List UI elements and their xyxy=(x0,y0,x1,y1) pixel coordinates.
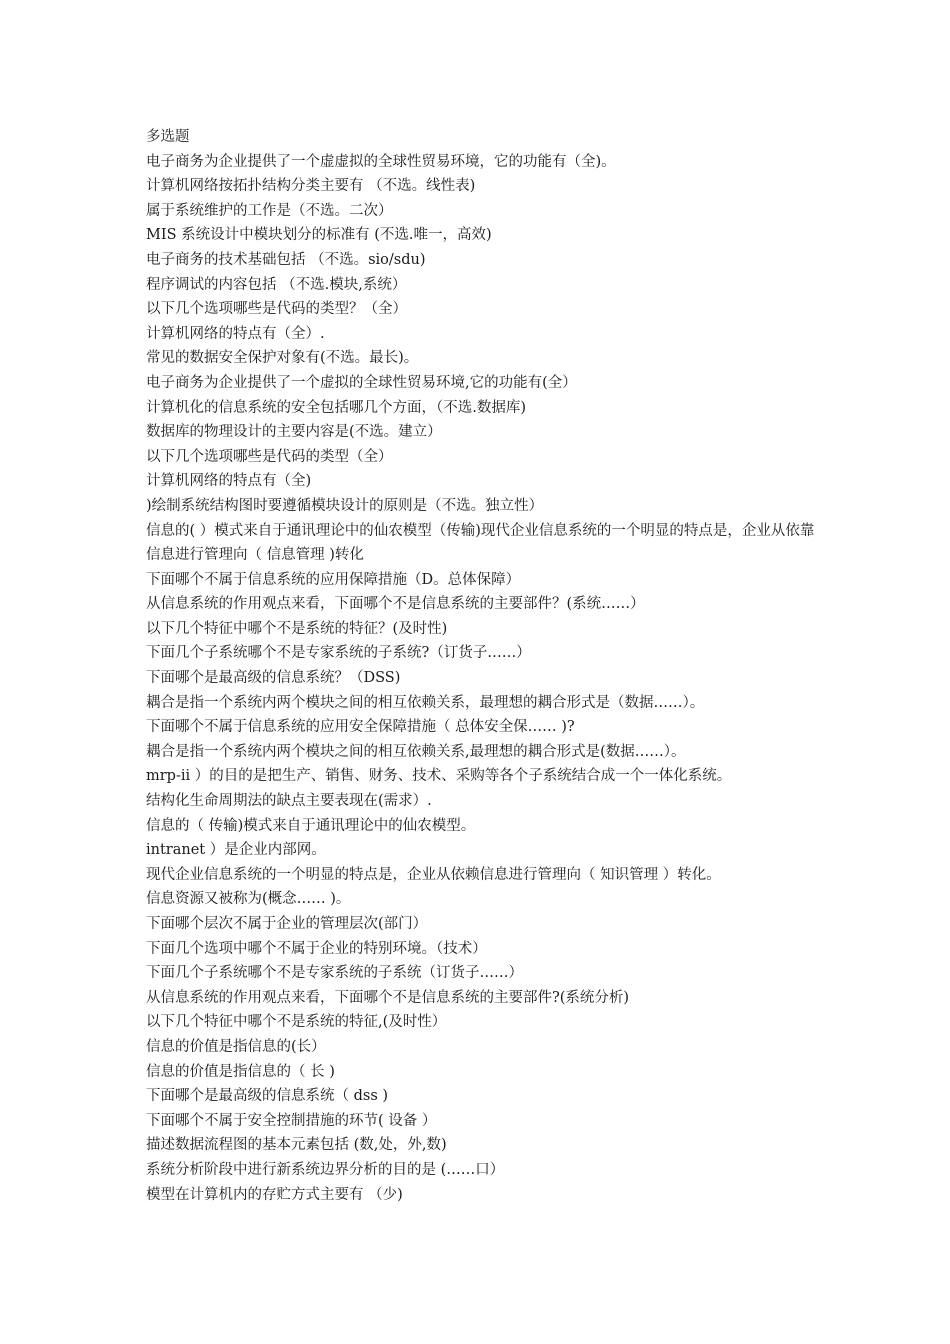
question-line: 信息的( ）模式来自于通讯理论中的仙农模型（传输)现代企业信息系统的一个明显的特点是，企业从依靠信息进行管理向（ 信息管理 )转化 xyxy=(146,522,815,564)
section-heading: 多选题 xyxy=(146,129,190,145)
question-line: 以下几个特征中哪个不是系统的特征？(及时性) xyxy=(146,620,448,637)
question-line: 下面哪个不属于信息系统的应用保障措施（D。总体保障） xyxy=(146,571,521,588)
question-line: 计算机网络的特点有（全) xyxy=(146,473,312,490)
question-line: 结构化生命周期法的缺点主要表现在(需求）. xyxy=(146,793,432,810)
document-body xyxy=(146,125,826,1207)
question-line: 信息的（ 传输)模式来自于通讯理论中的仙农模型。 xyxy=(146,817,476,834)
question-line: 下面哪个不属于安全控制措施的环节( 设备 ） xyxy=(146,1112,437,1129)
question-line: 下面几个子系统哪个不是专家系统的子系统?（订货子……） xyxy=(146,645,531,662)
question-line: 信息资源又被称为(概念…… )。 xyxy=(146,891,351,908)
question-line: 从信息系统的作用观点来看，下面哪个不是信息系统的主要部件？(系统……） xyxy=(146,596,645,613)
question-line: 下面几个子系统哪个不是专家系统的子系统（订货子……） xyxy=(146,965,523,982)
question-line: 属于系统维护的工作是（不选。二次） xyxy=(146,202,393,219)
question-line: 计算机网络按拓扑结构分类主要有 （不选。线性表) xyxy=(146,178,476,195)
question-line: 现代企业信息系统的一个明显的特点是，企业从依赖信息进行管理向（ 知识管理 ）转化。 xyxy=(146,866,721,883)
question-line: 以下几个特征中哪个不是系统的特征,(及时性） xyxy=(146,1014,447,1031)
question-line: 耦合是指一个系统内两个模块之间的相互依赖关系，最理想的耦合形式是（数据……）。 xyxy=(146,694,705,711)
question-line: 下面哪个不属于信息系统的应用安全保障措施（ 总体安全保…… )? xyxy=(146,719,575,736)
question-line: 模型在计算机内的存贮方式主要有 （少) xyxy=(146,1186,403,1203)
question-line: 以下几个选项哪些是代码的类型（全） xyxy=(146,448,393,465)
question-line: 信息的价值是指信息的（ 长 ) xyxy=(146,1063,335,1080)
question-line: 常见的数据安全保护对象有(不选。最长)。 xyxy=(146,350,419,367)
question-line: 以下几个选项哪些是代码的类型？（全） xyxy=(146,301,407,318)
question-line: 计算机网络的特点有（全）. xyxy=(146,325,325,342)
question-line: 系统分析阶段中进行新系统边界分析的目的是 (……口） xyxy=(146,1161,505,1178)
question-line: 下面几个选项中哪个不属于企业的特别环境。（技术） xyxy=(146,940,487,957)
question-line: mrp-ii ）的目的是把生产、销售、财务、技术、采购等各个子系统结合成一个一体化系统。 xyxy=(146,768,732,785)
question-line: 下面哪个层次不属于企业的管理层次(部门） xyxy=(146,916,428,932)
question-line: 下面哪个是最高级的信息系统（ dss ) xyxy=(146,1088,389,1105)
question-line: 电子商务的技术基础包括 （不选。sio/sdu) xyxy=(146,251,426,268)
question-line: 从信息系统的作用观点来看，下面哪个不是信息系统的主要部件?(系统分析) xyxy=(146,989,630,1006)
question-line: 描述数据流程图的基本元素包括 (数,处，外,数) xyxy=(146,1137,447,1154)
question-line: 下面哪个是最高级的信息系统？（DSS) xyxy=(146,670,401,687)
question-line: )绘制系统结构图时要遵循模块设计的原则是（不选。独立性） xyxy=(146,497,544,514)
question-line: intranet ）是企业内部网。 xyxy=(146,842,326,859)
question-line: 数据库的物理设计的主要内容是(不选。建立） xyxy=(146,424,442,441)
question-line: 信息的价值是指信息的(长） xyxy=(146,1038,326,1055)
question-line: 程序调试的内容包括 （不选.模块,系统） xyxy=(146,276,407,293)
question-line: 计算机化的信息系统的安全包括哪几个方面，（不选.数据库) xyxy=(146,399,527,416)
question-line: 电子商务为企业提供了一个虚虚拟的全球性贸易环境，它的功能有（全)。 xyxy=(146,153,616,170)
question-line: MIS 系统设计中模块划分的标准有 (不选.唯一，高效) xyxy=(146,227,492,244)
question-line: 电子商务为企业提供了一个虚拟的全球性贸易环境,它的功能有(全） xyxy=(146,374,577,391)
question-line: 耦合是指一个系统内两个模块之间的相互依赖关系,最理想的耦合形式是(数据……）。 xyxy=(146,743,686,760)
